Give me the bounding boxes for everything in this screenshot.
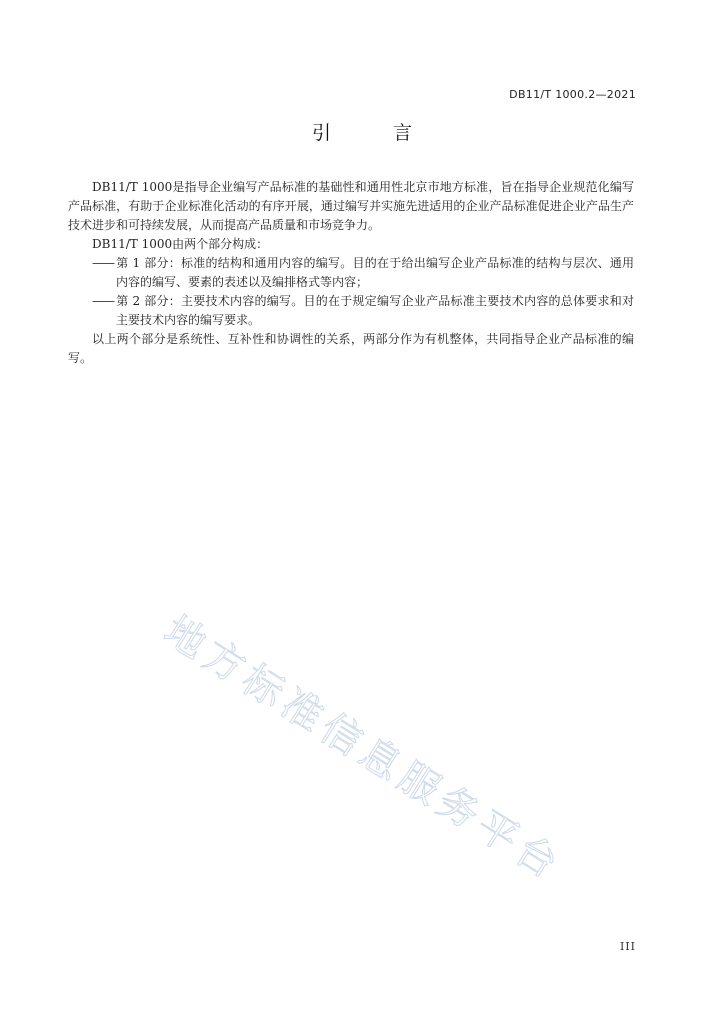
list-item-part-2 [68, 292, 634, 330]
watermark-text: 地方标准信息服务平台 [155, 607, 571, 891]
introduction-body [68, 178, 634, 368]
intro-paragraph-3: 以上两个部分是系统性、互补性和协调性的关系，两部分作为有机整体，共同指导企业产品标准的编写。 [68, 332, 634, 365]
list-item-part-1 [68, 254, 634, 292]
page-number: III [619, 940, 636, 953]
list-dash: —— [92, 256, 114, 270]
section-title: 引 言 [311, 122, 441, 144]
document-code: DB11/T 1000.2—2021 [509, 88, 636, 101]
list-item-text: 第 2 部分：主要技术内容的编写。目的在于规定编写企业产品标准主要技术内容的总体要求和对主要技术内容的编写要求。 [116, 294, 634, 327]
intro-paragraph-1: DB11/T 1000是指导企业编写产品标准的基础性和通用性北京市地方标准，旨在指导企业规范化编写产品标准，有助于企业标准化活动的有序开展，通过编写并实施先进适用的企业产品标准促进企业产品生产技术进步和可持续发展，从而提高产品质量和市场竞争力。 [68, 180, 634, 232]
list-item-text: 第 1 部分：标准的结构和通用内容的编写。目的在于给出编写企业产品标准的结构与层次、通用内容的编写、要素的表述以及编排格式等内容； [116, 256, 634, 289]
list-dash: —— [92, 294, 114, 308]
intro-paragraph-2: DB11/T 1000由两个部分构成： [92, 237, 269, 251]
